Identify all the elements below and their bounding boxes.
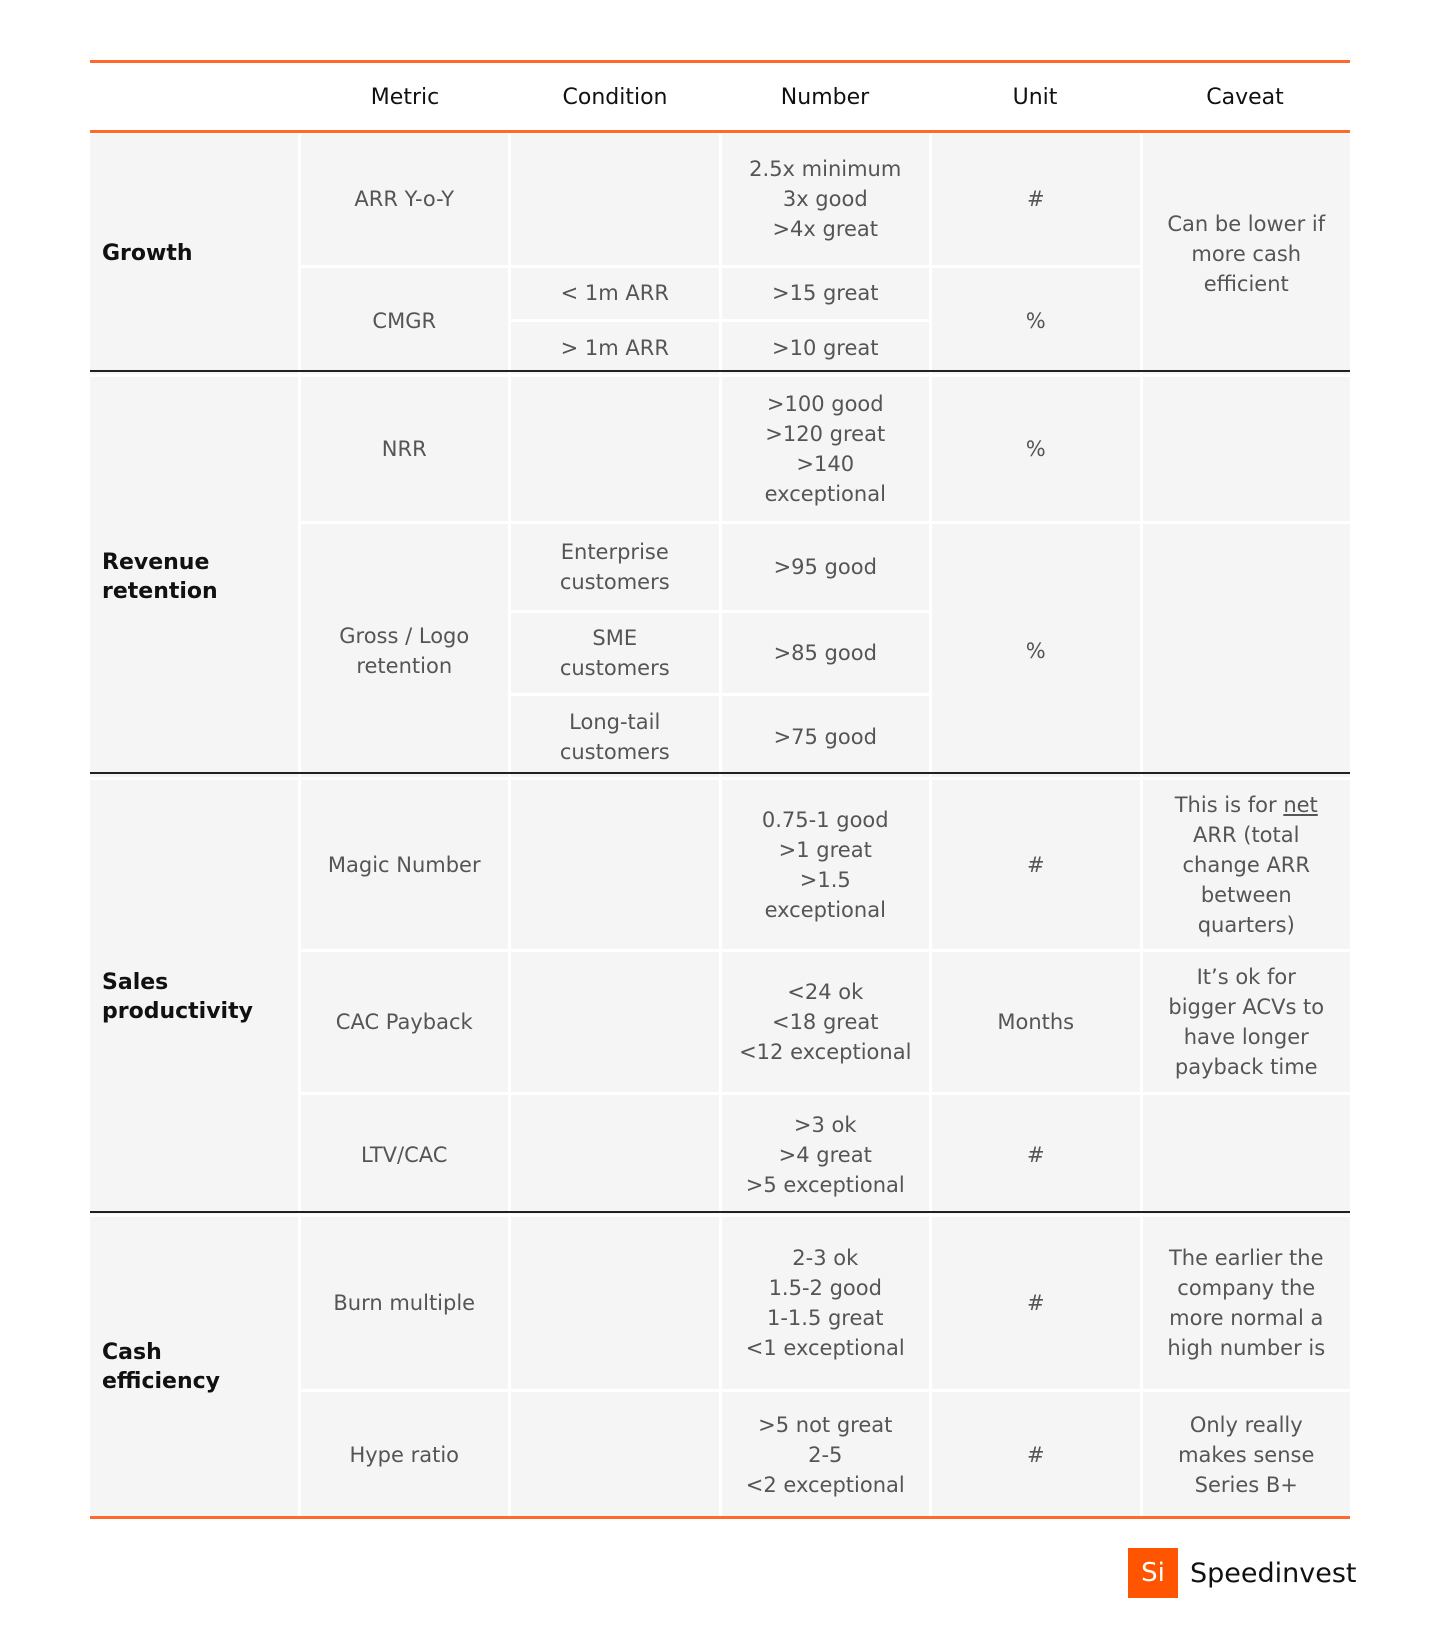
number-burn: 2-3 ok 1.5-2 good 1-1.5 great <1 exceptional — [722, 1217, 930, 1389]
category-cash-efficiency: Cash efficiency — [90, 1217, 298, 1517]
logo-mark: Si — [1128, 1548, 1178, 1598]
header-metric: Metric — [370, 85, 440, 110]
caveat-empty — [1143, 377, 1351, 521]
number-sme: >85 good — [722, 613, 930, 694]
section-divider — [90, 370, 1350, 372]
number-magic: 0.75-1 good >1 great >1.5 exceptional — [722, 780, 930, 949]
condition-empty — [511, 952, 719, 1092]
logo-name: Speedinvest — [1190, 1557, 1357, 1589]
header-unit: Unit — [1012, 85, 1058, 110]
caveat-magic-text-rest: ARR (total change ARR between quarters) — [1182, 822, 1310, 937]
condition-empty — [511, 1392, 719, 1517]
unit-hype: # — [932, 1392, 1140, 1517]
condition-empty — [511, 1217, 719, 1389]
unit-magic: # — [932, 780, 1140, 949]
category-growth: Growth — [90, 134, 298, 374]
caveat-magic-text: This is for — [1174, 792, 1284, 817]
condition-empty — [511, 377, 719, 521]
number-longtail: >75 good — [722, 696, 930, 777]
number-cac: <24 ok <18 great <12 exceptional — [722, 952, 930, 1092]
number-enterprise: >95 good — [722, 524, 930, 610]
metric-arr: ARR Y-o-Y — [301, 134, 509, 265]
condition-lt1m: < 1m ARR — [511, 268, 719, 320]
unit-burn: # — [932, 1217, 1140, 1389]
unit-cmgr: % — [932, 268, 1140, 374]
table-bottom-rule — [90, 1516, 1350, 1519]
condition-longtail: Long-tail customers — [511, 696, 719, 777]
caveat-burn: The earlier the company the more normal a high number is — [1143, 1217, 1351, 1389]
caveat-magic — [1143, 780, 1351, 949]
speedinvest-logo — [1128, 1548, 1357, 1598]
table-header — [90, 64, 1350, 131]
metrics-table — [90, 134, 1350, 1517]
caveat-empty — [1143, 524, 1351, 777]
metric-nrr: NRR — [301, 377, 509, 521]
caveat-magic-underline: net — [1283, 792, 1318, 817]
header-bottom-rule — [90, 130, 1350, 133]
unit-nrr: % — [932, 377, 1140, 521]
metric-burn-multiple: Burn multiple — [301, 1217, 509, 1389]
number-hype: >5 not great 2-5 <2 exceptional — [722, 1392, 930, 1517]
number-arr: 2.5x minimum 3x good >4x great — [722, 134, 930, 265]
caveat-cac: It’s ok for bigger ACVs to have longer payback time — [1143, 952, 1351, 1092]
condition-empty — [511, 780, 719, 949]
metric-cmgr: CMGR — [301, 268, 509, 374]
condition-enterprise: Enterprise customers — [511, 524, 719, 610]
category-sales-productivity: Sales productivity — [90, 780, 298, 1214]
unit-cac: Months — [932, 952, 1140, 1092]
condition-gt1m: > 1m ARR — [511, 322, 719, 374]
number-cmgr-gt: >10 great — [722, 322, 930, 374]
caveat-hype: Only really makes sense Series B+ — [1143, 1392, 1351, 1517]
header-caveat: Caveat — [1206, 85, 1284, 110]
metric-ltv-cac: LTV/CAC — [301, 1095, 509, 1214]
category-revenue-retention: Revenue retention — [90, 377, 298, 778]
number-cmgr-lt: >15 great — [722, 268, 930, 320]
condition-empty — [511, 134, 719, 265]
metric-magic-number: Magic Number — [301, 780, 509, 949]
condition-sme: SME customers — [511, 613, 719, 694]
header-top-rule — [90, 60, 1350, 63]
unit-ltv: # — [932, 1095, 1140, 1214]
metric-hype-ratio: Hype ratio — [301, 1392, 509, 1517]
number-ltv: >3 ok >4 great >5 exceptional — [722, 1095, 930, 1214]
header-condition: Condition — [562, 85, 668, 110]
section-divider — [90, 772, 1350, 774]
unit-arr: # — [932, 134, 1140, 265]
metric-gross-retention: Gross / Logo retention — [301, 524, 509, 777]
number-nrr: >100 good >120 great >140 exceptional — [722, 377, 930, 521]
metric-cac-payback: CAC Payback — [301, 952, 509, 1092]
section-divider — [90, 1211, 1350, 1213]
unit-gross: % — [932, 524, 1140, 777]
header-empty — [90, 64, 300, 131]
caveat-empty — [1143, 1095, 1351, 1214]
condition-empty — [511, 1095, 719, 1214]
header-number: Number — [780, 85, 870, 110]
caveat-growth: Can be lower if more cash efficient — [1143, 134, 1351, 374]
